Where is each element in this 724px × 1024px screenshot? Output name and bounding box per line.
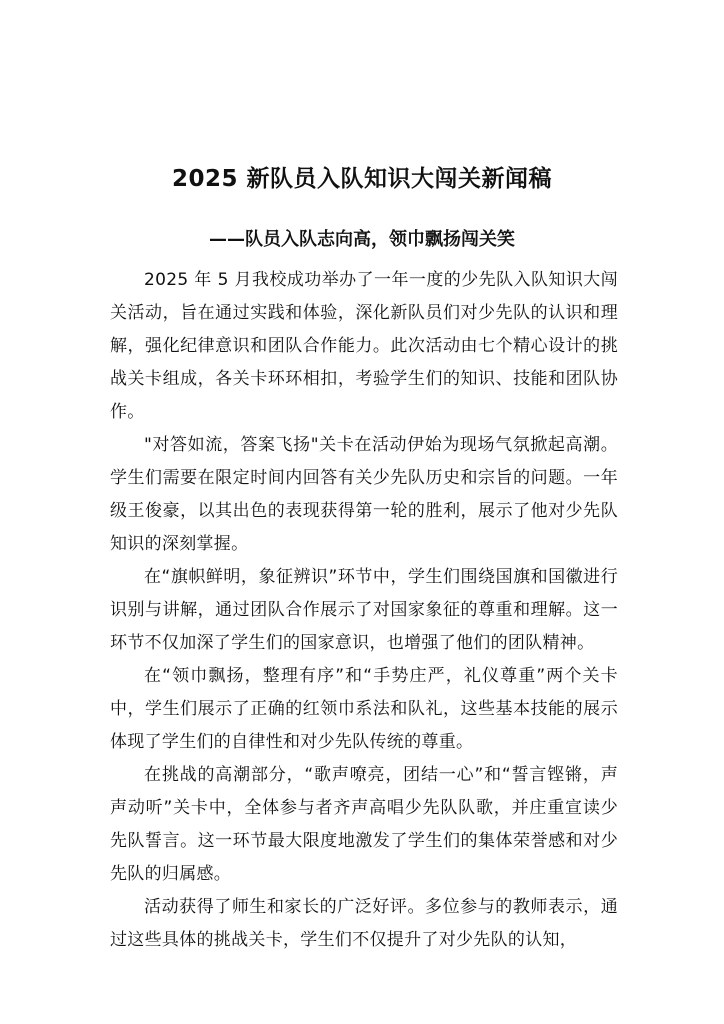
document-subtitle: ——队员入队志向高，领巾飘扬闯关笑 (209, 229, 515, 250)
paragraph-3: 在“旗帜鲜明，象征辨识”环节中，学生们围绕国旗和国徽进行识别与讲解，通过团队合作展示了对国家象征的尊重和理解。这一环节不仅加深了学生们的国家意识，也增强了他们的团队精神。 (110, 567, 618, 653)
paragraph-2: "对答如流，答案飞扬"关卡在活动伊始为现场气氛掀起高潮。学生们需要在限定时间内回答有关少先队历史和宗旨的问题。一年级王俊豪，以其出色的表现获得第一轮的胜利，展示了他对少先队知识的深刻掌握。 (110, 435, 618, 554)
paragraph-6: 活动获得了师生和家长的广泛好评。多位参与的教师表示，通过这些具体的挑战关卡，学生们不仅提升了对少先队的认知， (110, 897, 618, 950)
paragraph-4: 在“领巾飘扬，整理有序”和“手势庄严，礼仪尊重”两个关卡中，学生们展示了正确的红领巾系法和队礼，这些基本技能的展示体现了学生们的自律性和对少先队传统的尊重。 (110, 666, 618, 752)
paragraph-5: 在挑战的高潮部分，“歌声嘹亮，团结一心”和“誓言铿锵，声声动听”关卡中，全体参与者齐声高唱少先队队歌，并庄重宣读少先队誓言。这一环节最大限度地激发了学生们的集体荣誉感和对少先队的归属感。 (110, 765, 618, 884)
document-body (110, 264, 618, 957)
paragraph-1: 2025 年 5 月我校成功举办了一年一度的少先队入队知识大闯关活动，旨在通过实践和体验，深化新队员们对少先队的认识和理解，强化纪律意识和团队合作能力。此次活动由七个精心设计的挑战关卡组成，各关卡环环相扣，考验学生们的知识、技能和团队协作。 (110, 270, 618, 422)
document-title: 2025 新队员入队知识大闯关新闻稿 (171, 166, 553, 192)
